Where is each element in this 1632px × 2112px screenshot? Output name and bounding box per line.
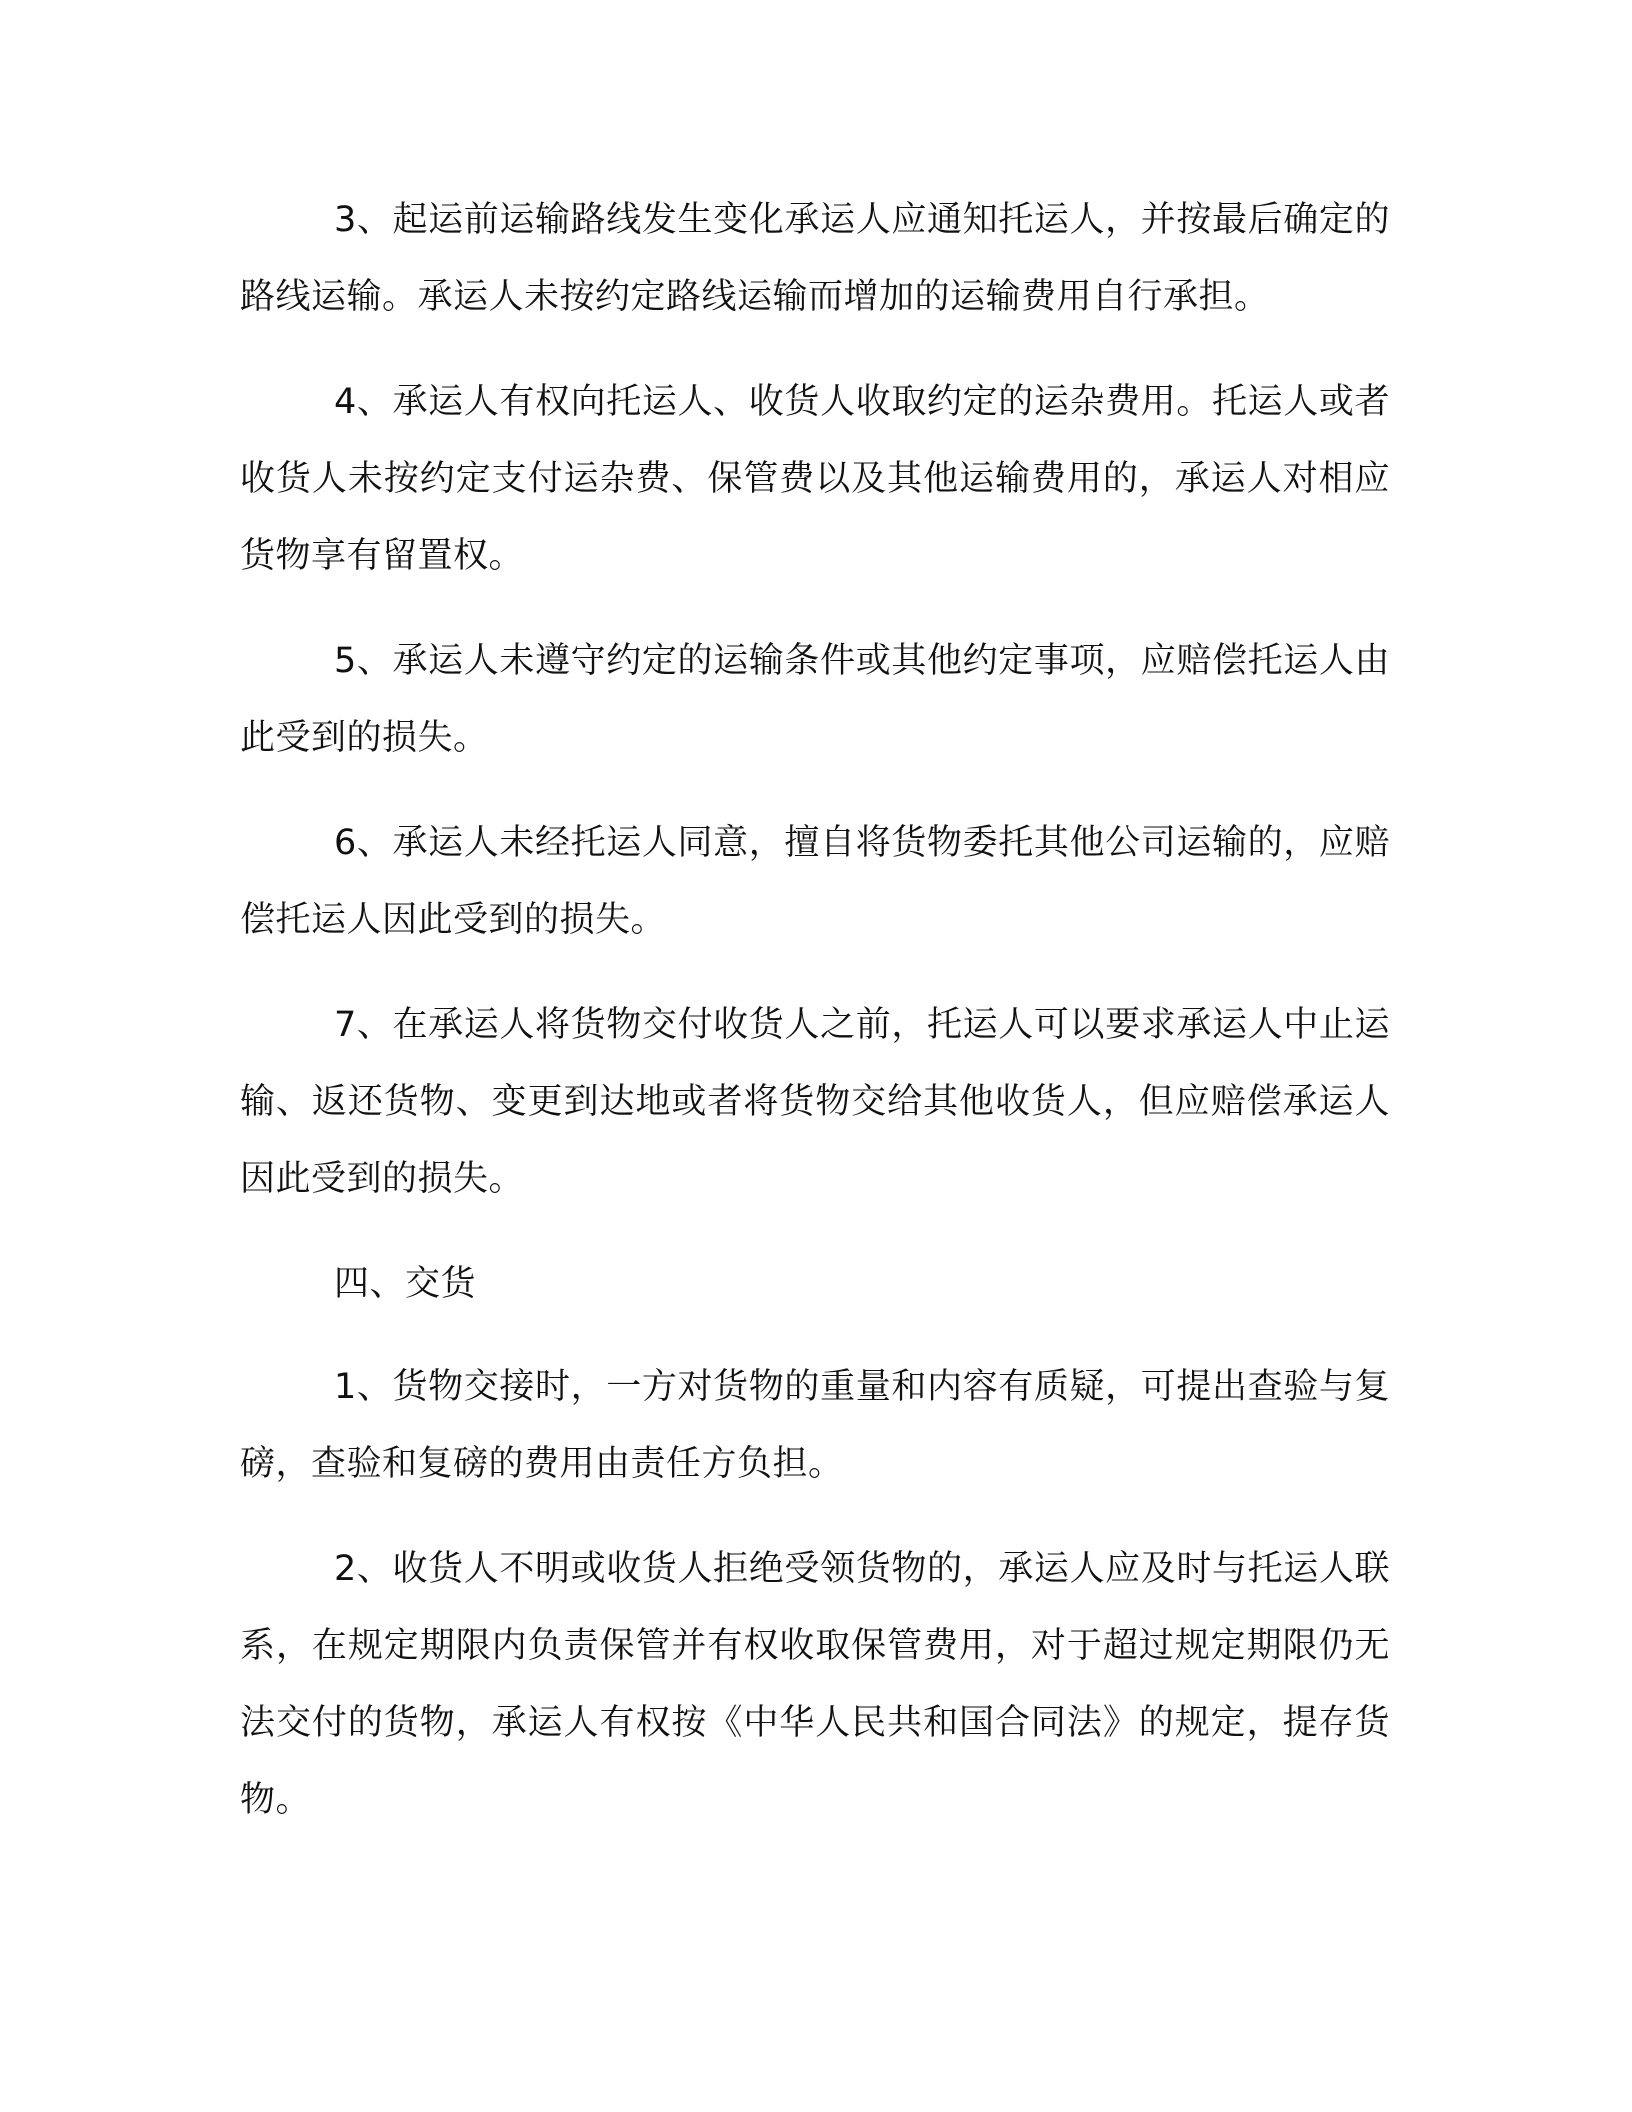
clause-3-paragraph: 3、起运前运输路线发生变化承运人应通知托运人，并按最后确定的路线运输。承运人未按约定路线运输而增加的运输费用自行承担。 (240, 200, 1390, 317)
clause-6-paragraph: 6、承运人未经托运人同意，擅自将货物委托其他公司运输的，应赔偿托运人因此受到的损失。 (240, 823, 1390, 940)
section-heading-delivery: 四、交货 (334, 1264, 477, 1304)
clause-5-paragraph: 5、承运人未遵守约定的运输条件或其他约定事项，应赔偿托运人由此受到的损失。 (240, 641, 1390, 758)
clause-7-paragraph: 7、在承运人将货物交付收货人之前，托运人可以要求承运人中止运输、返还货物、变更到达地或者将货物交给其他收货人，但应赔偿承运人因此受到的损失。 (240, 1005, 1390, 1199)
clause-4-paragraph: 4、承运人有权向托运人、收货人收取约定的运杂费用。托运人或者收货人未按约定支付运杂费、保管费以及其他运输费用的，承运人对相应货物享有留置权。 (240, 382, 1390, 576)
document-body (240, 182, 1390, 1867)
delivery-clause-2-paragraph: 2、收货人不明或收货人拒绝受领货物的，承运人应及时与托运人联系，在规定期限内负责保管并有权收取保管费用，对于超过规定期限仍无法交付的货物，承运人有权按《中华人民共和国合同法》的规定，提存货物。 (240, 1549, 1390, 1820)
delivery-clause-1-paragraph: 1、货物交接时，一方对货物的重量和内容有质疑，可提出查验与复磅，查验和复磅的费用由责任方负担。 (240, 1367, 1390, 1484)
